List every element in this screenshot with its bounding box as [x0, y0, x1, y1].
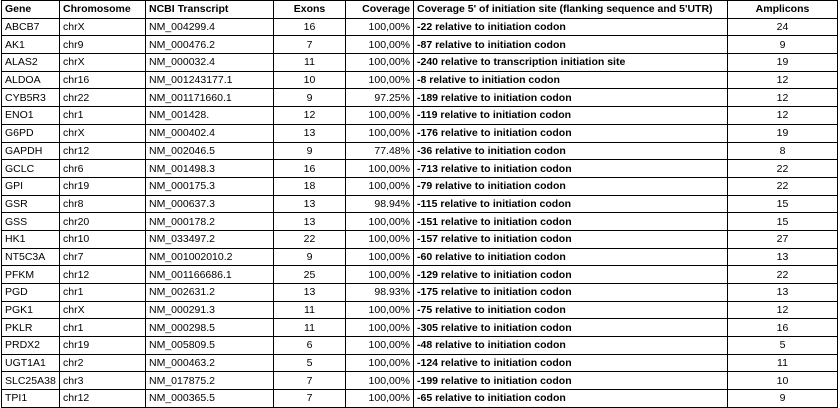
cell-coverage: 100,00%: [346, 230, 414, 248]
cell-chromosome: chrX: [60, 124, 146, 142]
cell-chromosome: chr12: [60, 390, 146, 408]
cell-gene: GCLC: [2, 160, 60, 178]
table-row: [2, 337, 838, 355]
cell-amplicons: 15: [728, 195, 838, 213]
cell-coverage-5prime: -151 relative to initiation codon: [414, 213, 728, 231]
cell-coverage: 100,00%: [346, 177, 414, 195]
table-row: [2, 36, 838, 54]
cell-coverage-5prime: -115 relative to initiation codon: [414, 195, 728, 213]
cell-exons: 6: [274, 337, 346, 355]
cell-chromosome: chrX: [60, 54, 146, 72]
cell-coverage-5prime: -60 relative to initiation codon: [414, 248, 728, 266]
cell-amplicons: 19: [728, 124, 838, 142]
cell-ncbi-transcript: NM_000032.4: [146, 54, 274, 72]
cell-ncbi-transcript: NM_001166686.1: [146, 266, 274, 284]
table-row: [2, 177, 838, 195]
cell-ncbi-transcript: NM_000476.2: [146, 36, 274, 54]
cell-gene: GPI: [2, 177, 60, 195]
cell-amplicons: 10: [728, 372, 838, 390]
cell-exons: 7: [274, 390, 346, 408]
cell-exons: 12: [274, 107, 346, 125]
cell-chromosome: chrX: [60, 301, 146, 319]
cell-ncbi-transcript: NM_033497.2: [146, 230, 274, 248]
cell-gene: ENO1: [2, 107, 60, 125]
cell-amplicons: 12: [728, 107, 838, 125]
cell-amplicons: 27: [728, 230, 838, 248]
cell-ncbi-transcript: NM_001243177.1: [146, 71, 274, 89]
gene-panel-table-container: [1, 0, 837, 405]
cell-chromosome: chrX: [60, 18, 146, 36]
cell-chromosome: chr2: [60, 354, 146, 372]
cell-coverage: 100,00%: [346, 248, 414, 266]
cell-coverage-5prime: -48 relative to initiation codon: [414, 337, 728, 355]
table-row: [2, 248, 838, 266]
cell-gene: PGK1: [2, 301, 60, 319]
cell-amplicons: 13: [728, 248, 838, 266]
cell-amplicons: 19: [728, 54, 838, 72]
cell-coverage: 100,00%: [346, 372, 414, 390]
cell-chromosome: chr6: [60, 160, 146, 178]
cell-coverage: 98.94%: [346, 195, 414, 213]
cell-coverage: 100,00%: [346, 54, 414, 72]
cell-gene: UGT1A1: [2, 354, 60, 372]
cell-gene: GAPDH: [2, 142, 60, 160]
cell-exons: 7: [274, 372, 346, 390]
cell-gene: PFKM: [2, 266, 60, 284]
gene-panel-table: [1, 0, 838, 408]
cell-chromosome: chr1: [60, 319, 146, 337]
cell-exons: 13: [274, 213, 346, 231]
cell-amplicons: 22: [728, 177, 838, 195]
cell-coverage: 100,00%: [346, 18, 414, 36]
cell-gene: PKLR: [2, 319, 60, 337]
cell-ncbi-transcript: NM_002631.2: [146, 284, 274, 302]
cell-coverage: 100,00%: [346, 124, 414, 142]
cell-coverage: 100,00%: [346, 213, 414, 231]
cell-exons: 9: [274, 142, 346, 160]
cell-coverage: 100,00%: [346, 337, 414, 355]
header-gene: Gene: [2, 1, 60, 19]
cell-chromosome: chr12: [60, 142, 146, 160]
cell-amplicons: 11: [728, 354, 838, 372]
cell-coverage: 100,00%: [346, 354, 414, 372]
cell-amplicons: 12: [728, 71, 838, 89]
cell-coverage: 100,00%: [346, 71, 414, 89]
header-ncbi-transcript: NCBI Transcript: [146, 1, 274, 19]
cell-ncbi-transcript: NM_001428.: [146, 107, 274, 125]
cell-exons: 9: [274, 89, 346, 107]
cell-ncbi-transcript: NM_005809.5: [146, 337, 274, 355]
cell-exons: 22: [274, 230, 346, 248]
cell-exons: 10: [274, 71, 346, 89]
cell-gene: ABCB7: [2, 18, 60, 36]
cell-gene: PGD: [2, 284, 60, 302]
cell-ncbi-transcript: NM_000365.5: [146, 390, 274, 408]
cell-ncbi-transcript: NM_000298.5: [146, 319, 274, 337]
cell-ncbi-transcript: NM_000175.3: [146, 177, 274, 195]
cell-coverage-5prime: -65 relative to initiation codon: [414, 390, 728, 408]
cell-coverage-5prime: -189 relative to initiation codon: [414, 89, 728, 107]
table-row: [2, 319, 838, 337]
cell-amplicons: 9: [728, 390, 838, 408]
cell-ncbi-transcript: NM_001171660.1: [146, 89, 274, 107]
cell-coverage: 100,00%: [346, 266, 414, 284]
header-chromosome: Chromosome: [60, 1, 146, 19]
cell-gene: CYB5R3: [2, 89, 60, 107]
cell-amplicons: 22: [728, 160, 838, 178]
table-row: [2, 124, 838, 142]
cell-coverage-5prime: -176 relative to initiation codon: [414, 124, 728, 142]
cell-exons: 5: [274, 354, 346, 372]
cell-exons: 16: [274, 18, 346, 36]
cell-amplicons: 8: [728, 142, 838, 160]
cell-gene: ALDOA: [2, 71, 60, 89]
cell-coverage-5prime: -36 relative to initiation codon: [414, 142, 728, 160]
cell-coverage: 97.25%: [346, 89, 414, 107]
cell-coverage: 100,00%: [346, 160, 414, 178]
cell-gene: G6PD: [2, 124, 60, 142]
cell-coverage-5prime: -79 relative to initiation codon: [414, 177, 728, 195]
cell-coverage-5prime: -87 relative to initiation codon: [414, 36, 728, 54]
table-row: [2, 142, 838, 160]
table-row: [2, 266, 838, 284]
cell-amplicons: 24: [728, 18, 838, 36]
cell-ncbi-transcript: NM_000637.3: [146, 195, 274, 213]
cell-gene: GSS: [2, 213, 60, 231]
cell-amplicons: 9: [728, 36, 838, 54]
cell-ncbi-transcript: NM_001498.3: [146, 160, 274, 178]
cell-gene: TPI1: [2, 390, 60, 408]
cell-gene: GSR: [2, 195, 60, 213]
cell-exons: 16: [274, 160, 346, 178]
cell-amplicons: 15: [728, 213, 838, 231]
table-row: [2, 18, 838, 36]
cell-coverage-5prime: -175 relative to initiation codon: [414, 284, 728, 302]
cell-chromosome: chr9: [60, 36, 146, 54]
cell-amplicons: 12: [728, 89, 838, 107]
cell-coverage-5prime: -240 relative to transcription initiation site: [414, 54, 728, 72]
cell-exons: 9: [274, 248, 346, 266]
cell-gene: AK1: [2, 36, 60, 54]
cell-amplicons: 12: [728, 301, 838, 319]
table-header-row: [2, 1, 838, 19]
cell-coverage-5prime: -129 relative to initiation codon: [414, 266, 728, 284]
cell-coverage-5prime: -119 relative to initiation codon: [414, 107, 728, 125]
cell-chromosome: chr3: [60, 372, 146, 390]
header-exons: Exons: [274, 1, 346, 19]
table-row: [2, 372, 838, 390]
cell-chromosome: chr19: [60, 337, 146, 355]
cell-ncbi-transcript: NM_004299.4: [146, 18, 274, 36]
cell-ncbi-transcript: NM_002046.5: [146, 142, 274, 160]
cell-chromosome: chr7: [60, 248, 146, 266]
cell-ncbi-transcript: NM_017875.2: [146, 372, 274, 390]
cell-coverage: 98.93%: [346, 284, 414, 302]
cell-exons: 13: [274, 195, 346, 213]
cell-coverage-5prime: -157 relative to initiation codon: [414, 230, 728, 248]
cell-ncbi-transcript: NM_001002010.2: [146, 248, 274, 266]
header-coverage: Coverage: [346, 1, 414, 19]
cell-chromosome: chr1: [60, 284, 146, 302]
cell-coverage-5prime: -124 relative to initiation codon: [414, 354, 728, 372]
cell-coverage-5prime: -75 relative to initiation codon: [414, 301, 728, 319]
cell-amplicons: 5: [728, 337, 838, 355]
cell-coverage: 77.48%: [346, 142, 414, 160]
cell-chromosome: chr10: [60, 230, 146, 248]
cell-gene: ALAS2: [2, 54, 60, 72]
cell-exons: 18: [274, 177, 346, 195]
cell-ncbi-transcript: NM_000178.2: [146, 213, 274, 231]
table-row: [2, 213, 838, 231]
table-row: [2, 54, 838, 72]
table-row: [2, 354, 838, 372]
cell-exons: 13: [274, 284, 346, 302]
cell-coverage-5prime: -8 relative to initiation codon: [414, 71, 728, 89]
cell-amplicons: 13: [728, 284, 838, 302]
cell-chromosome: chr19: [60, 177, 146, 195]
table-row: [2, 301, 838, 319]
table-row: [2, 284, 838, 302]
table-row: [2, 390, 838, 408]
cell-coverage: 100,00%: [346, 36, 414, 54]
table-row: [2, 160, 838, 178]
cell-ncbi-transcript: NM_000291.3: [146, 301, 274, 319]
cell-gene: HK1: [2, 230, 60, 248]
cell-exons: 11: [274, 319, 346, 337]
cell-coverage: 100,00%: [346, 301, 414, 319]
cell-amplicons: 22: [728, 266, 838, 284]
table-row: [2, 230, 838, 248]
table-row: [2, 195, 838, 213]
cell-amplicons: 16: [728, 319, 838, 337]
cell-chromosome: chr1: [60, 107, 146, 125]
cell-gene: PRDX2: [2, 337, 60, 355]
cell-gene: NT5C3A: [2, 248, 60, 266]
cell-chromosome: chr8: [60, 195, 146, 213]
cell-exons: 13: [274, 124, 346, 142]
cell-gene: SLC25A38: [2, 372, 60, 390]
cell-exons: 11: [274, 301, 346, 319]
cell-coverage-5prime: -305 relative to initiation codon: [414, 319, 728, 337]
cell-coverage: 100,00%: [346, 390, 414, 408]
cell-ncbi-transcript: NM_000402.4: [146, 124, 274, 142]
cell-chromosome: chr20: [60, 213, 146, 231]
cell-exons: 7: [274, 36, 346, 54]
cell-coverage-5prime: -22 relative to initiation codon: [414, 18, 728, 36]
table-row: [2, 71, 838, 89]
table-row: [2, 89, 838, 107]
cell-chromosome: chr12: [60, 266, 146, 284]
cell-coverage-5prime: -713 relative to initiation codon: [414, 160, 728, 178]
table-row: [2, 107, 838, 125]
cell-coverage-5prime: -199 relative to initiation codon: [414, 372, 728, 390]
header-amplicons: Amplicons: [728, 1, 838, 19]
cell-coverage: 100,00%: [346, 107, 414, 125]
cell-exons: 25: [274, 266, 346, 284]
header-coverage-5prime: Coverage 5' of initiation site (flanking sequence and 5'UTR): [414, 1, 728, 19]
cell-coverage: 100,00%: [346, 319, 414, 337]
cell-chromosome: chr16: [60, 71, 146, 89]
cell-exons: 11: [274, 54, 346, 72]
cell-ncbi-transcript: NM_000463.2: [146, 354, 274, 372]
cell-chromosome: chr22: [60, 89, 146, 107]
